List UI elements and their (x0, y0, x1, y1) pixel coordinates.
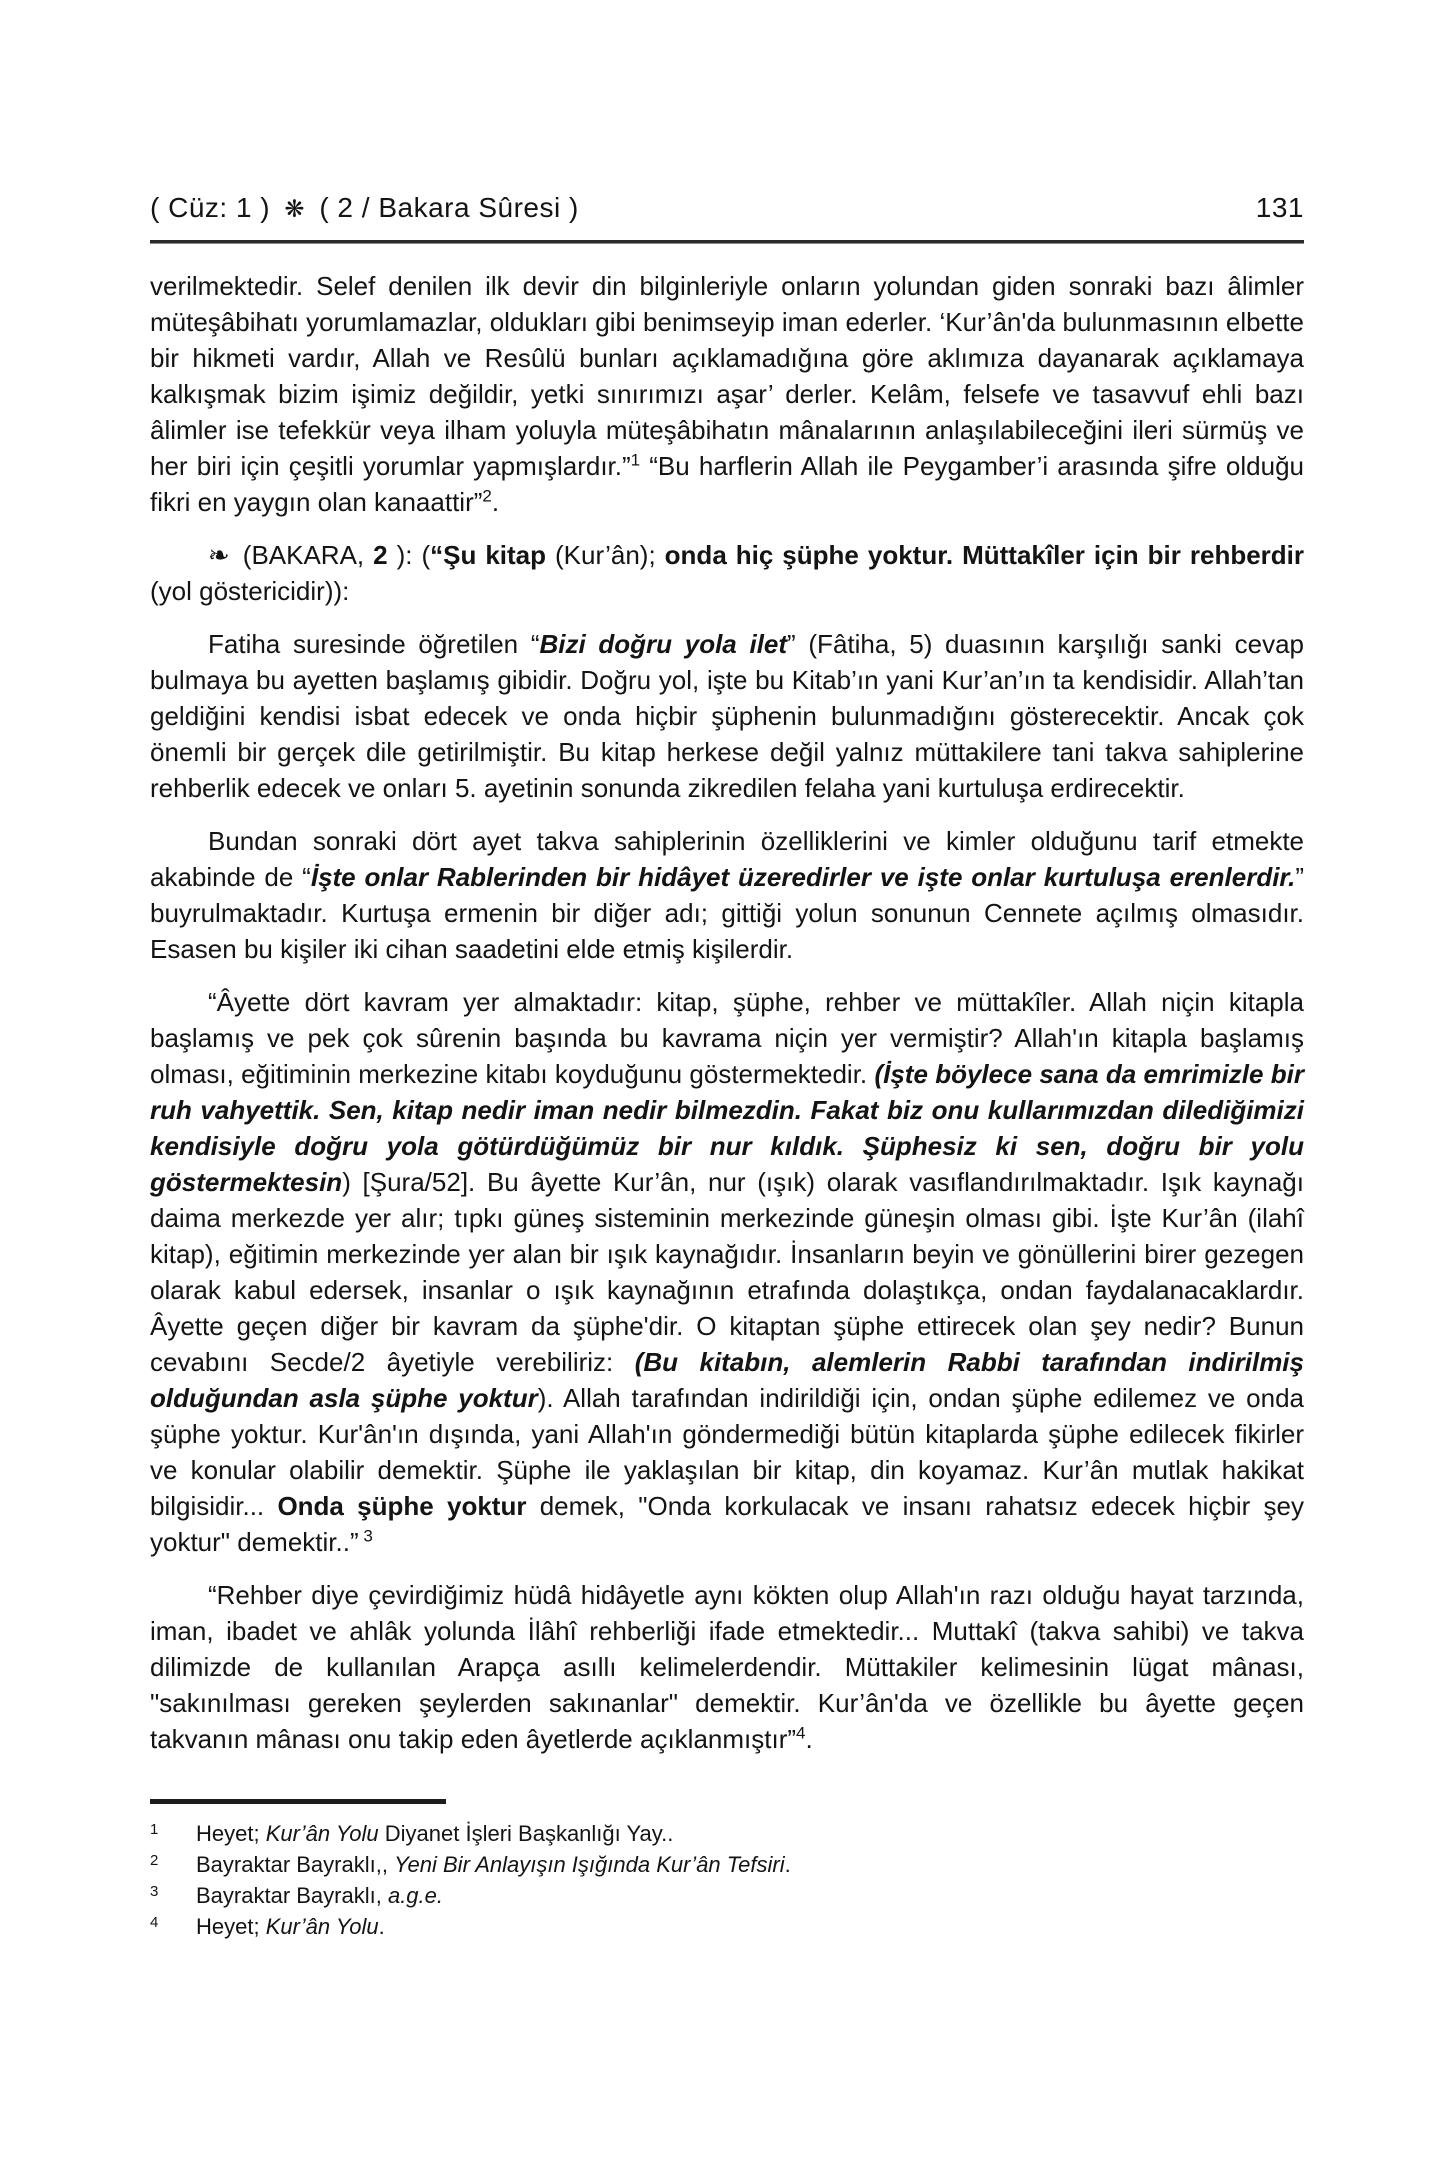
text-run: verilmektedir. Selef denilen ilk devir din bilginleriyle onların yolundan giden sonraki bazı âlimler müteşâbihatı yorumlamazlar, oldukları gibi benimseyip iman ederler. ‘Kur’ân'da bulunmasının elbette bir hikmeti vardır, Allah ve Resûlü bunları açıklamadığına göre aklımıza dayanarak açıklamaya kalkışmak bizim işimiz değildir, yetki sınırımızı aşar’ derler. Kelâm, felsefe ve tasavvuf ehli bazı âlimler ise tefekkür veya ilham yoluyla müteşâbihatın mânalarının anlaşılabileceğini ileri sürmüş ve her biri için çeşitli yorumlar yapmışlardır.” (150, 271, 1304, 481)
text-run: (İşte böylece sana da emrimizle bir ruh vahyettik. Sen, kitap nedir iman nedir bilmezdin. Fakat biz onu kullarımızdan dilediğimizi kendisiyle doğru yola götürdüğümüz bir nur kıldık. Şüphesiz ki sen, doğru bir yolu göstermektesin (150, 1059, 1304, 1197)
text-run: (yol göstericidir)): (150, 576, 350, 606)
page-content (150, 192, 1304, 1942)
text-run: ) [Şura/52]. Bu âyette Kur’ân, nur (ışık) olarak vasıflandırılmaktadır. Işık kaynağı daima merkezde yer alır; tıpkı güneş sisteminin merkezinde güneşin olması gibi. İşte Kur’ân (ilahî kitap), eğitimin merkezinde yer alan bir ışık kaynağıdır. İnsanların beyin ve gönüllerini birer gezegen olarak kabul edersek, insanlar o ışık kaynağının etrafında dolaştıkça, ondan faydalanacaklardır. Âyette geçen diğer bir kavram da şüphe'dir. O kitaptan şüphe ettirecek olan şey nedir? Bunun cevabını Secde/2 âyetiyle verebiliriz: (150, 1167, 1304, 1377)
footnote-text (196, 1911, 1304, 1942)
paragraph (150, 626, 1304, 806)
footnote (150, 1911, 1304, 1942)
text-run: (Kur’ân); (546, 540, 665, 570)
footnotes (150, 1818, 1304, 1942)
text-run: 2 (373, 540, 388, 570)
footnote-reference: 3 (358, 1526, 373, 1546)
footnote-text (196, 1849, 1304, 1880)
text-run: “Rehber diye çevirdiğimiz hüdâ hidâyetle aynı kökten olup Allah'ın razı olduğu hayat tarzında, iman, ibadet ve ahlâk yolunda İlâhî rehberliği ifade etmektedir... Muttakî (takva sahibi) ve takva dilimizde de kullanılan Arapça asıllı kelimelerdendir. Müttakiler kelimesinin lügat mânası, "sakınılması gereken şeylerden sakınanlar" demektir. Kur’ân'da ve özellikle bu âyette geçen takvanın mânası onu takip eden âyetlerde açıklanmıştır” (150, 1580, 1304, 1754)
text-run: ). Allah tarafından indirildiği için, ondan şüphe edilemez ve onda şüphe yoktur. Kur'ân'ın dışında, yani Allah'ın göndermediği bütün kitaplarda şüphe edilecek fikirler ve konular olabilir demektir. Şüphe ile yaklaşılan bir kitap, din koyamaz. Kur’ân mutlak hakikat bilgisidir... (150, 1383, 1304, 1521)
text-run: (BAKARA, (242, 540, 374, 570)
header-ornament-icon: ❋ (284, 196, 306, 223)
body-text (150, 268, 1304, 1757)
text-run: ” buyrulmaktadır. Kurtuşa ermenin bir diğer adı; gittiği yolun sonunun Cennete açılmış olmasıdır. Esasen bu kişiler iki cihan saadetini elde etmiş kişilerdir. (150, 862, 1305, 964)
footnote-reference: 4 (796, 1723, 806, 1743)
running-title-right: ( 2 / Bakara Sûresi ) (319, 192, 579, 223)
text-run: (Bu kitabın, alemlerin Rabbi tarafından indirilmiş olduğundan asla şüphe yoktur (150, 1347, 1304, 1413)
footnote-separator (150, 1799, 446, 1804)
text-run: . (378, 1914, 385, 1939)
paragraph (150, 823, 1304, 967)
page-number: 131 (1255, 192, 1304, 223)
text-run: “Bu harflerin Allah ile Peygamber’i arasında şifre olduğu fikri en yaygın olan kanaattir” (150, 451, 1304, 517)
footnote-reference: 2 (482, 486, 492, 506)
footnote-text (196, 1818, 1304, 1849)
footnote-number: 3 (150, 1883, 159, 1900)
text-run: Diyanet İşleri Başkanlığı Yay.. (378, 1821, 674, 1846)
footnote-reference: 1 (630, 450, 641, 470)
running-title (150, 192, 579, 224)
footnote-number: 4 (150, 1914, 159, 1931)
footnote-number: 1 (150, 1821, 159, 1838)
text-run: Kur’ân Yolu (265, 1914, 379, 1939)
footnote-number: 2 (150, 1852, 159, 1869)
paragraph (150, 984, 1304, 1560)
page-header (150, 192, 1304, 224)
text-run: Bayraktar Bayraklı, (196, 1883, 388, 1908)
text-run: Bundan sonraki dört ayet takva sahiplerinin özelliklerini ve kimler olduğunu tarif etmekte akabinde de “ (150, 826, 1304, 892)
header-rule (150, 240, 1304, 244)
text-run: ): ( (387, 540, 431, 570)
text-run: demek, "Onda korkulacak ve insanı rahatsız edecek hiçbir şey yoktur" demektir..” (150, 1491, 1305, 1557)
text-run: İşte onlar Rablerinden bir hidâyet üzeredirler ve işte onlar kurtuluşa erenlerdir. (310, 862, 1296, 892)
text-run: Heyet; (196, 1821, 266, 1846)
text-run: Fatiha suresinde öğretilen “ (208, 629, 540, 659)
text-run: “Âyette dört kavram yer almaktadır: kitap, şüphe, rehber ve müttakîler. Allah niçin kitapla başlamış ve pek çok sûrenin başında bu kavrama niçin yer vermiştir? Allah'ın kitapla başlamış olması, eğitiminin merkezine kitabı koyduğunu göstermektedir. (150, 987, 1304, 1089)
text-run: ” (Fâtiha, 5) duasının karşılığı sanki cevap bulmaya bu ayetten başlamış gibidir. Doğru yol, işte bu Kitab’ın yani Kur’an’ın ta kendisidir. Allah’tan geldiğini kendisi isbat edecek ve onda hiçbir şüphenin bulunmadığını gösterecektir. Ancak çok önemli bir gerçek dile getirilmiştir. Bu kitap herkese değil yalnız müttakilere tani takva sahiplerine rehberlik edecek ve onları 5. ayetinin sonunda zikredilen felaha yani kurtuluşa erdirecektir. (150, 629, 1304, 803)
text-run: Onda şüphe yoktur (277, 1491, 527, 1521)
text-run: . (491, 487, 500, 517)
text-run: a.g.e. (387, 1883, 443, 1908)
text-run: ❧ (208, 540, 243, 570)
footnote-text (196, 1880, 1304, 1911)
paragraph (150, 268, 1304, 520)
paragraph (150, 537, 1304, 609)
running-title-left: ( Cüz: 1 ) (150, 192, 271, 223)
text-run: Bizi doğru yola ilet (539, 629, 788, 659)
text-run: Yeni Bir Anlayışın Işığında Kur’ân Tefsiri (394, 1852, 785, 1877)
footnote (150, 1818, 1304, 1849)
footnote (150, 1880, 1304, 1911)
text-run: “Şu kitap (430, 540, 547, 570)
text-run: Bayraktar Bayraklı,, (196, 1852, 395, 1877)
text-run: . (805, 1724, 813, 1754)
footnote (150, 1849, 1304, 1880)
text-run: onda hiç şüphe yoktur. Müttakîler için bir rehberdir (664, 540, 1305, 570)
text-run: Kur’ân Yolu (265, 1821, 379, 1846)
text-run: . (784, 1852, 791, 1877)
text-run: Heyet; (196, 1914, 266, 1939)
paragraph (150, 1577, 1304, 1757)
footnotes-block (150, 1799, 1304, 1942)
